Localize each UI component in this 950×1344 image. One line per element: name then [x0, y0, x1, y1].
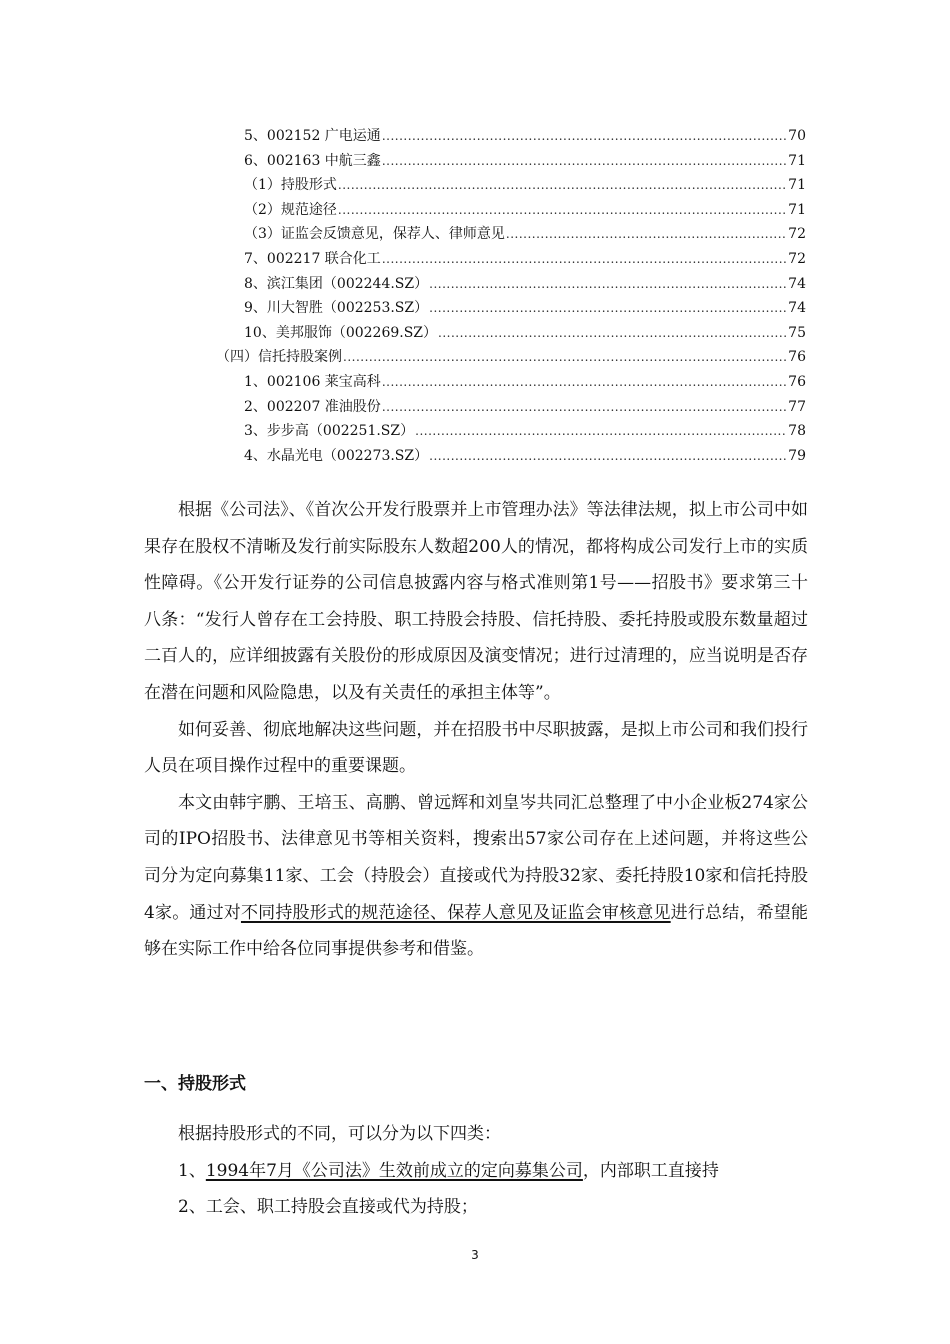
toc-entry-page: 70 — [788, 128, 806, 144]
toc-entry-page: 74 — [788, 275, 806, 292]
toc-entry-page: 76 — [788, 374, 806, 390]
toc-leader-dots — [382, 149, 787, 173]
toc-entry-title: 6、002163 中航三鑫 — [244, 152, 381, 169]
toc-entry-title: 5、002152 广电运通 — [244, 128, 381, 144]
holding-forms-list — [144, 1116, 808, 1226]
toc-entry[interactable] — [244, 272, 806, 296]
toc-entry-title: （1）持股形式 — [244, 177, 337, 194]
toc-entry-page: 79 — [788, 447, 806, 464]
toc-leader-dots — [338, 173, 787, 197]
toc-entry-title: （3）证监会反馈意见，保荐人、律师意见 — [244, 226, 505, 243]
intro-body — [144, 492, 808, 968]
toc-entry[interactable] — [244, 419, 806, 443]
list-intro: 根据持股形式的不同，可以分为以下四类： — [178, 1124, 501, 1144]
toc-entry[interactable] — [216, 345, 806, 369]
paragraph-summary — [144, 785, 808, 968]
toc-entry[interactable] — [244, 124, 806, 148]
toc-leader-dots — [343, 345, 787, 369]
toc-entry[interactable] — [244, 321, 806, 345]
section-heading: 一、持股形式 — [144, 1074, 246, 1094]
list-item-union-holding: 2、工会、职工持股会直接或代为持股； — [178, 1197, 478, 1218]
toc-leader-dots — [429, 296, 787, 320]
toc-entry[interactable] — [244, 247, 806, 271]
toc-leader-dots — [429, 444, 787, 468]
list-item-directed-offering — [144, 1153, 808, 1190]
toc-entry-page: 71 — [788, 152, 806, 169]
summary-underlined-phrase: 不同持股形式的规范途径、保荐人意见及证监会审核意见 — [240, 902, 671, 923]
toc-entry-title: （2）规范途径 — [244, 201, 337, 218]
toc-entry[interactable] — [244, 222, 806, 246]
toc-entry[interactable] — [244, 173, 806, 197]
list-item-rest: ，内部职工直接持 — [582, 1160, 719, 1181]
toc-leader-dots — [338, 198, 787, 222]
toc-entry[interactable] — [244, 370, 806, 394]
toc-entry-page: 74 — [788, 300, 806, 317]
toc-entry-title: 10、美邦服饰（002269.SZ） — [244, 324, 438, 341]
toc-entry-page: 76 — [788, 349, 806, 366]
toc-entry[interactable] — [244, 395, 806, 419]
toc-entry-title: 4、水晶光电（002273.SZ） — [244, 447, 429, 464]
toc-leader-dots — [382, 370, 787, 394]
toc-entry-page: 71 — [788, 177, 806, 194]
toc-entry-title: （四）信托持股案例 — [216, 349, 342, 366]
toc-entry-page: 71 — [788, 201, 806, 218]
list-item-number: 1、 — [178, 1160, 206, 1181]
toc-entry[interactable] — [244, 149, 806, 173]
toc-entry-title: 1、002106 莱宝高科 — [244, 374, 381, 390]
paragraph-legal-basis: 根据《公司法》、《首次公开发行股票并上市管理办法》等法律法规，拟上市公司中如果存在股权不清晰及发行前实际股东人数超200人的情况，都将构成公司发行上市的实质性障碍。《公开发行证券的公司信息披露内容与格式准则第1号——招股书》要求第三十八条：“发行人曾存在工会持股、职工持股会持股、信托持股、委托持股或股东数量超过二百人的，应详细披露有关股份的形成原因及演变情况；进行过清理的，应当说明是否存在潜在问题和风险隐患，以及有关责任的承担主体等”。 — [144, 500, 808, 703]
paragraph-key-issue: 如何妥善、彻底地解决这些问题，并在招股书中尽职披露，是拟上市公司和我们投行人员在项目操作过程中的重要课题。 — [144, 719, 808, 777]
toc-leader-dots — [429, 272, 787, 296]
page-number: 3 — [471, 1248, 479, 1262]
toc-entry-page: 72 — [788, 251, 806, 267]
toc-entry[interactable] — [244, 296, 806, 320]
toc-entry-title: 2、002207 准油股份 — [244, 398, 381, 415]
list-item-underlined-phrase: 1994年7月《公司法》生效前成立的定向募集公司 — [205, 1160, 583, 1181]
toc-entry-title: 8、滨江集团（002244.SZ） — [244, 275, 429, 292]
toc-entry-title: 7、002217 联合化工 — [244, 251, 381, 267]
toc-entry[interactable] — [244, 444, 806, 468]
toc-entry[interactable] — [244, 198, 806, 222]
toc-leader-dots — [415, 419, 787, 443]
toc-leader-dots — [438, 321, 787, 345]
toc-entry-page: 75 — [788, 324, 806, 341]
toc-entry-page: 72 — [788, 226, 806, 243]
toc-leader-dots — [382, 395, 787, 419]
toc-leader-dots — [382, 247, 787, 271]
toc-entry-title: 9、川大智胜（002253.SZ） — [244, 300, 429, 317]
toc-leader-dots — [506, 222, 787, 246]
toc-entry-title: 3、步步高（002251.SZ） — [244, 423, 415, 440]
toc-leader-dots — [382, 124, 787, 148]
summary-text-start: 本文由韩宇鹏、王培玉、高鹏、曾远辉和刘皇岑共同汇总整理了中小企业板274家公司的IPO招股书、法律意见书等相关资料，搜索出57家公司存在上述问题，并将这些公司分为定向募集11家、工会（持股会）直接或代为持股32家、委托持股10家和信托持股4家。通过对 — [144, 792, 808, 923]
summary-text-end: 进行总结，希望能够在实际工作中给各位同事提供参考和借鉴。 — [144, 902, 808, 960]
toc-entry-page: 78 — [788, 423, 806, 440]
toc-entry-page: 77 — [788, 398, 806, 415]
